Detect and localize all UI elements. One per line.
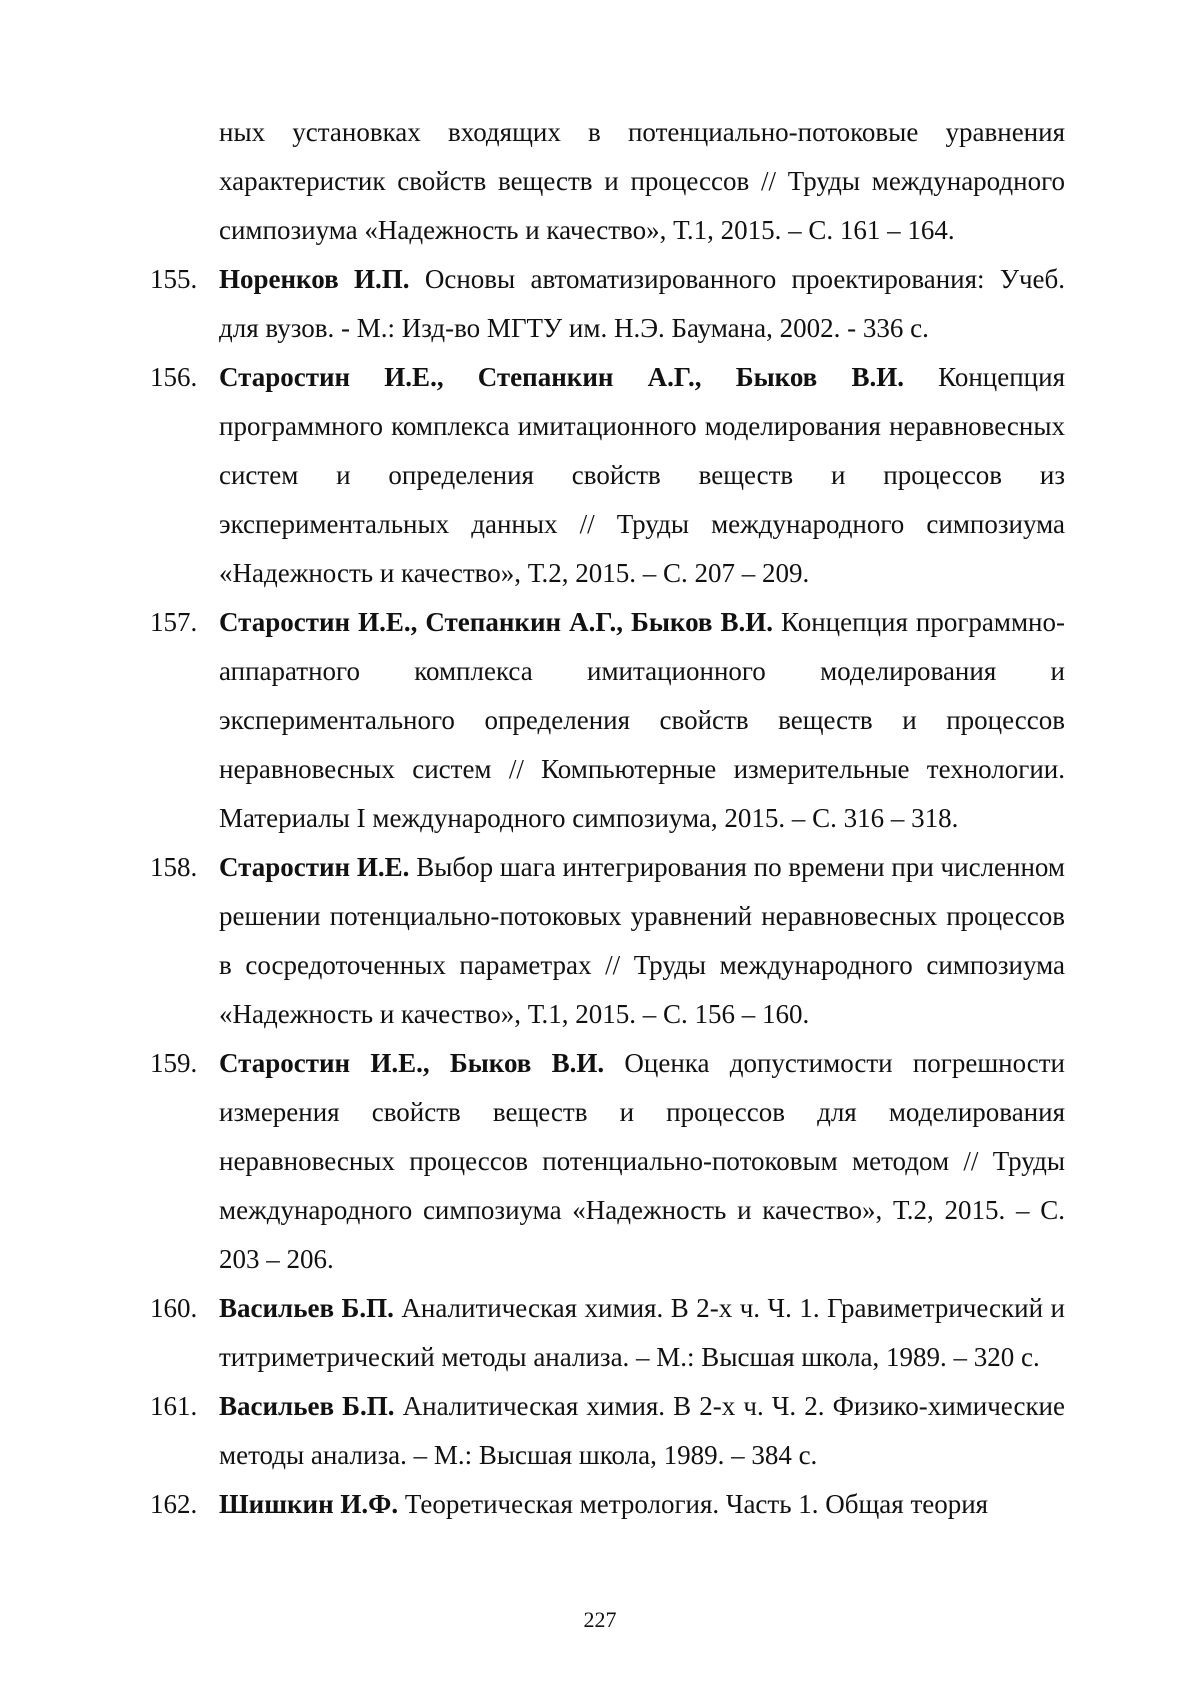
reference-item-159	[150, 1039, 1065, 1284]
reference-number: 157.	[150, 607, 198, 637]
reference-text: Аналитическая химия. В 2-х ч. Ч. 2. Физико-химические методы анализа. – М.: Высшая школа, 1989. – 384 с.	[219, 1391, 1065, 1470]
page-number: 227	[583, 1607, 617, 1632]
reference-authors: Старостин И.Е., Степанкин А.Г., Быков В.И.	[219, 607, 782, 637]
reference-continuation	[150, 108, 1065, 255]
reference-text: Концепция программного комплекса имитационного моделирования неравновесных систем и определения свойств веществ и процессов из экспериментальных данных // Труды международного симпозиума «Надежность и качество», Т.2, 2015. – С. 207 – 209.	[219, 362, 1065, 588]
reference-text: Аналитическая химия. В 2-х ч. Ч. 1. Гравиметрический и титриметрический методы анализа. – М.: Высшая школа, 1989. – 320 с.	[219, 1293, 1065, 1372]
reference-item-157	[150, 598, 1065, 843]
reference-authors: Старостин И.Е.	[219, 852, 417, 882]
reference-authors: Шишкин И.Ф.	[219, 1489, 405, 1519]
reference-number: 158.	[150, 852, 198, 882]
reference-authors: Васильев Б.П.	[219, 1293, 402, 1323]
reference-authors: Норенков И.П.	[219, 264, 425, 294]
reference-number: 162.	[150, 1489, 198, 1519]
reference-authors: Васильев Б.П.	[219, 1391, 403, 1421]
reference-item-156	[150, 353, 1065, 598]
reference-list	[150, 108, 1065, 1529]
reference-text: Теоретическая метрология. Часть 1. Общая теория	[404, 1489, 989, 1519]
reference-item-162	[150, 1480, 1065, 1529]
reference-text: Основы автоматизированного проектирования: Учеб. для вузов. - М.: Изд-во МГТУ им. Н.Э. Баумана, 2002. - 336 с.	[219, 264, 1066, 343]
reference-item-158	[150, 843, 1065, 1039]
reference-item-160	[150, 1284, 1065, 1382]
reference-text: Оценка допустимости погрешности измерения свойств веществ и процессов для моделирования неравновесных процессов потенциально-потоковым методом // Труды международного симпозиума «Надежность и качество», Т.2, 2015. – С. 203 – 206.	[219, 1048, 1066, 1274]
reference-number: 155.	[150, 264, 198, 294]
reference-text: Выбор шага интегрирования по времени при численном решении потенциально-потоковых уравнений неравновесных процессов в сосредоточенных параметрах // Труды международного симпозиума «Надежность и качество», Т.1, 2015. – С. 156 – 160.	[219, 852, 1065, 1029]
reference-number: 159.	[150, 1048, 198, 1078]
reference-authors: Старостин И.Е., Степанкин А.Г., Быков В.И.	[219, 362, 939, 392]
reference-text: Концепция программно-аппаратного комплекса имитационного моделирования и экспериментального определения свойств веществ и процессов неравновесных систем // Компьютерные измерительные технологии. Материалы I международного симпозиума, 2015. – С. 316 – 318.	[219, 607, 1065, 833]
reference-authors: Старостин И.Е., Быков В.И.	[219, 1048, 625, 1078]
reference-number: 160.	[150, 1293, 198, 1323]
reference-item-161	[150, 1382, 1065, 1480]
reference-text: ных установках входящих в потенциально-потоковые уравнения характеристик свойств веществ и процессов // Труды международного симпозиума «Надежность и качество», Т.1, 2015. – С. 161 – 164.	[219, 117, 1065, 245]
reference-number: 161.	[150, 1391, 198, 1421]
reference-number: 156.	[150, 362, 198, 392]
reference-item-155	[150, 255, 1065, 353]
